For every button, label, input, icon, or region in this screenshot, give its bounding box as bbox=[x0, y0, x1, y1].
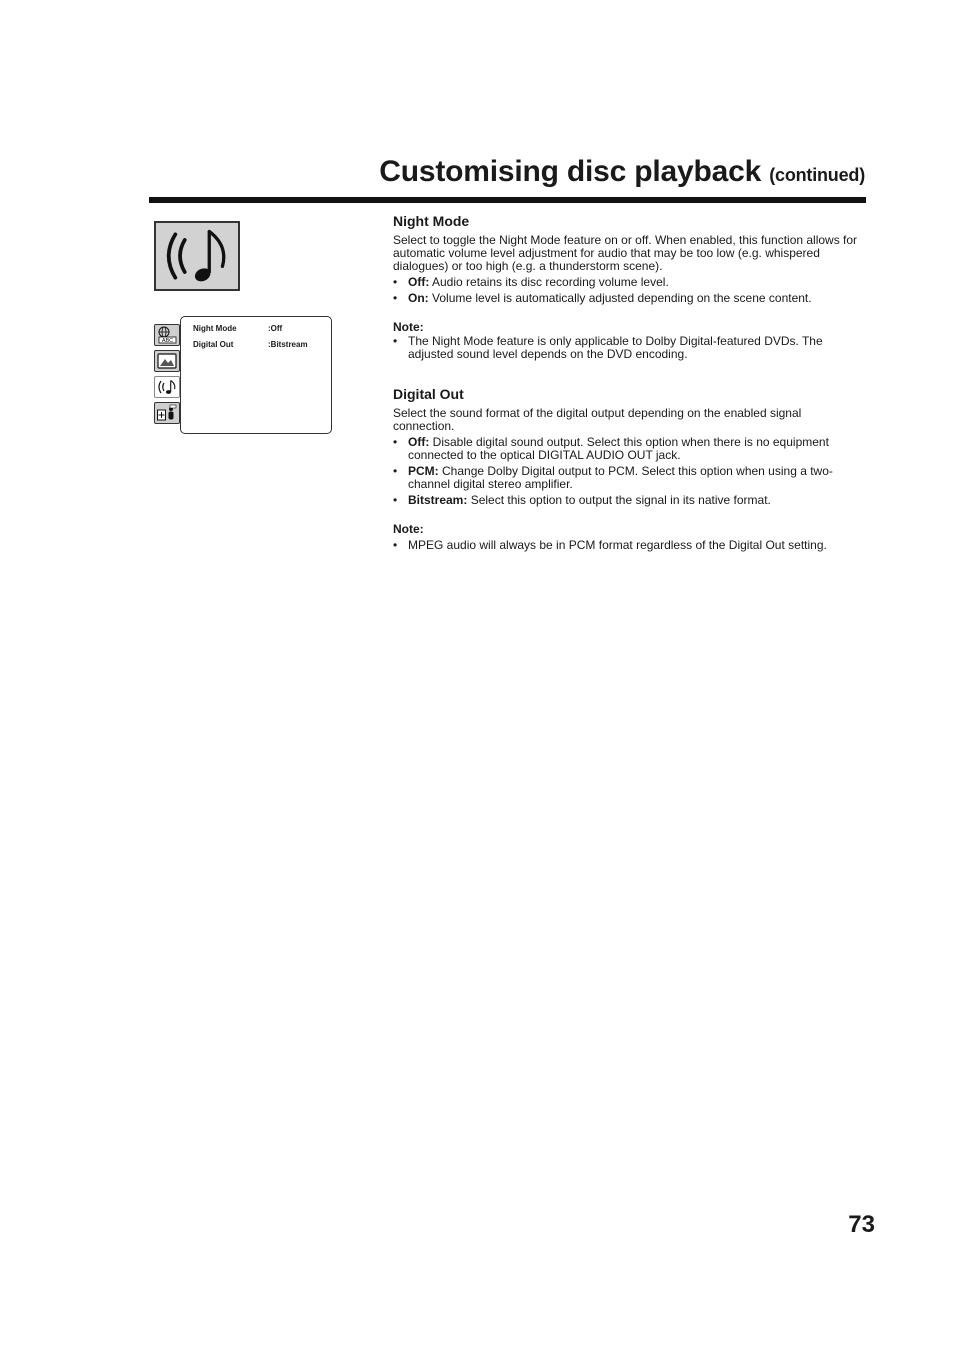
digital-out-intro: Select the sound format of the digital output depending on the enabled signal connection. bbox=[393, 406, 802, 433]
osd-value: :Off bbox=[268, 324, 283, 333]
list-item bbox=[393, 436, 859, 462]
list-item: • MPEG audio will always be in PCM format regardless of the Digital Out setting. bbox=[393, 539, 859, 552]
option-text: Volume level is automatically adjusted depending on the scene content. bbox=[428, 291, 812, 305]
option-term: Off: bbox=[408, 435, 430, 449]
list-item bbox=[393, 465, 859, 491]
tab-parental[interactable] bbox=[154, 402, 180, 424]
digital-out-note-heading: Note: bbox=[393, 522, 424, 536]
night-mode-intro: Select to toggle the Night Mode feature on or off. When enabled, this function allows for automatic volume level adjustment for audio that may be too low (e.g. whispered dialogues) or too high (e.g. a thunderstorm scene). bbox=[393, 233, 858, 273]
osd-label: Digital Out bbox=[193, 340, 234, 349]
language-icon bbox=[156, 326, 178, 344]
option-term: Bitstream: bbox=[408, 493, 468, 507]
picture-icon bbox=[156, 352, 178, 370]
tab-language[interactable] bbox=[154, 324, 180, 346]
option-text: Change Dolby Digital output to PCM. Select this option when using a two-channel digital stereo amplifier. bbox=[408, 464, 833, 491]
osd-menu-tabs bbox=[154, 324, 182, 428]
list-item bbox=[393, 292, 859, 305]
night-mode-note bbox=[393, 335, 859, 361]
night-mode-heading: Night Mode bbox=[393, 213, 470, 229]
option-text: Disable digital sound output. Select this option when there is no equipment connected to the optical DIGITAL AUDIO OUT jack. bbox=[408, 435, 829, 462]
list-item bbox=[393, 494, 859, 507]
night-mode-options bbox=[393, 276, 859, 305]
audio-icon bbox=[156, 378, 178, 396]
night-mode-note-heading: Note: bbox=[393, 320, 424, 334]
digital-out-heading: Digital Out bbox=[393, 386, 464, 402]
osd-value: :Bitstream bbox=[268, 340, 308, 349]
page-number: 73 bbox=[848, 1211, 875, 1238]
main-content bbox=[393, 212, 859, 555]
option-term: Off: bbox=[408, 275, 430, 289]
digital-out-options bbox=[393, 436, 859, 507]
language-tab-text: ABC bbox=[161, 338, 174, 344]
list-item bbox=[393, 276, 859, 289]
parental-icon bbox=[156, 404, 178, 422]
tab-picture[interactable] bbox=[154, 350, 180, 372]
osd-label: Night Mode bbox=[193, 324, 237, 333]
option-text: Audio retains its disc recording volume level. bbox=[429, 275, 669, 289]
page-title-suffix: (continued) bbox=[769, 165, 865, 185]
page-title-text: Customising disc playback bbox=[379, 155, 762, 188]
osd-audio-menu bbox=[180, 316, 332, 434]
option-term: On: bbox=[408, 291, 429, 305]
option-term: PCM: bbox=[408, 464, 439, 478]
title-rule bbox=[149, 197, 866, 203]
tab-audio[interactable] bbox=[154, 376, 180, 398]
digital-out-note bbox=[393, 539, 859, 552]
digital-out-section bbox=[393, 385, 859, 552]
option-text: Select this option to output the signal in its native format. bbox=[467, 493, 771, 507]
audio-settings-icon bbox=[154, 221, 240, 291]
page-title bbox=[379, 152, 865, 195]
list-item: • The Night Mode feature is only applicable to Dolby Digital-featured DVDs. The adjusted sound level depends on the DVD encoding. bbox=[393, 335, 859, 361]
night-mode-section bbox=[393, 212, 859, 361]
